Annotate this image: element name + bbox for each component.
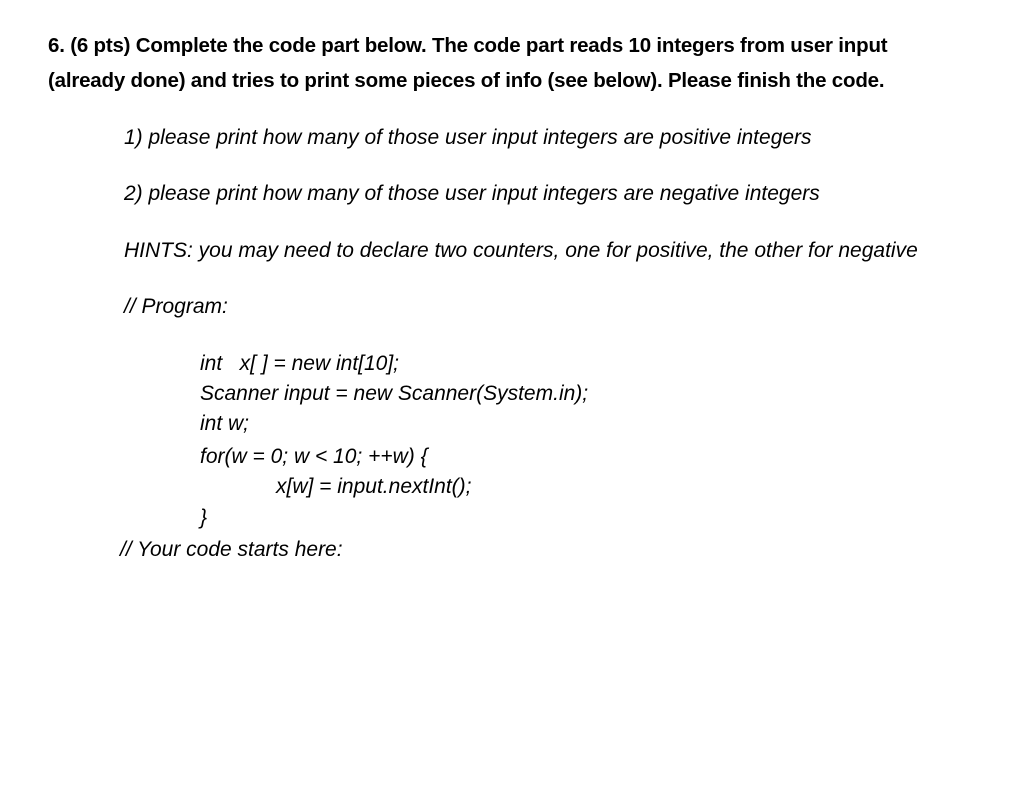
- question-title-line-1: 6. (6 pts) Complete the code part below. The code part reads 10 integers from user input: [48, 34, 888, 57]
- code-line-for-loop: for(w = 0; w < 10; ++w) {: [200, 445, 428, 468]
- instruction-positive: 1) please print how many of those user input integers are positive integers: [124, 126, 812, 149]
- question-title-line-2: (already done) and tries to print some pieces of info (see below). Please finish the code.: [48, 69, 885, 92]
- code-line-close-brace: }: [200, 506, 208, 529]
- hints-text: HINTS: you may need to declare two counters, one for positive, the other for negative: [124, 239, 918, 262]
- code-line-int-w: int w;: [200, 412, 250, 435]
- code-line-array-decl: int x[ ] = new int[10];: [200, 352, 400, 375]
- program-comment: // Program:: [124, 295, 228, 318]
- code-line-scanner: Scanner input = new Scanner(System.in);: [200, 382, 589, 405]
- code-comment-your-code: // Your code starts here:: [120, 538, 343, 561]
- instruction-negative: 2) please print how many of those user input integers are negative integers: [124, 182, 820, 205]
- code-line-read-input: x[w] = input.nextInt();: [276, 475, 472, 498]
